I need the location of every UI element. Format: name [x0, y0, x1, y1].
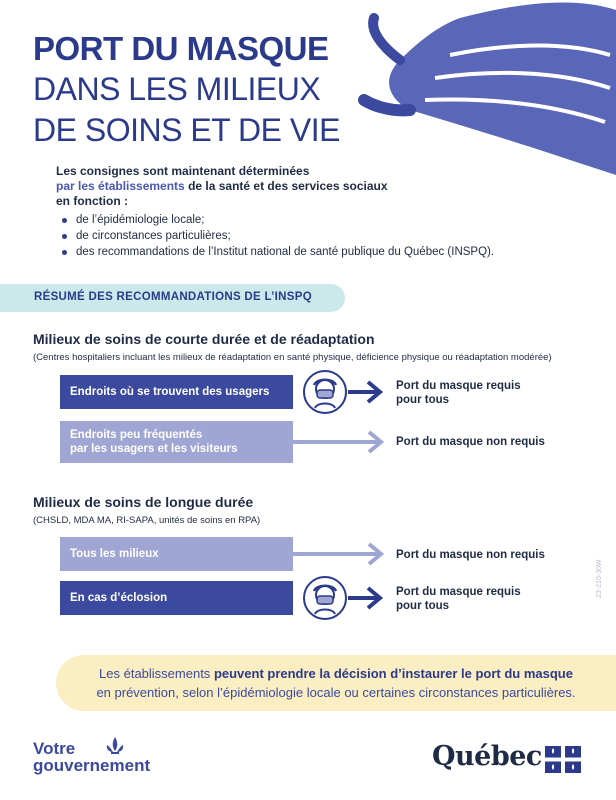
logo-votre: Votre	[33, 739, 76, 758]
list-item: des recommandations de l’Institut national de santé publique du Québec (INSPQ).	[56, 244, 494, 260]
intro-text	[56, 164, 496, 209]
page-title-line2: DANS LES MILIEUX	[33, 71, 321, 107]
arrow-right-icon	[348, 586, 384, 610]
notice-pre: Les établissements	[99, 666, 214, 681]
row-label-text: par les usagers et les visiteurs	[70, 443, 238, 455]
section2-row1-label	[60, 537, 293, 571]
list-item: de l’épidémiologie locale;	[56, 212, 494, 228]
section2-row2-result	[396, 585, 521, 613]
intro-line2-rest: de la santé et des services sociaux	[184, 179, 388, 193]
row-label-text: Tous les milieux	[70, 548, 159, 560]
logo-gouvernement: gouvernement	[33, 756, 151, 775]
result-line2: pour tous	[396, 600, 450, 612]
summary-label: RÉSUMÉ DES RECOMMANDATIONS DE L’INSPQ	[34, 291, 312, 303]
masked-face-icon	[303, 370, 347, 414]
page-title-line3: DE SOINS ET DE VIE	[33, 112, 340, 148]
arrow-right-icon	[293, 430, 385, 454]
arrow-right-icon	[293, 542, 385, 566]
section1-title: Milieux de soins de courte durée et de réadaptation	[33, 331, 375, 347]
section1-subtitle: (Centres hospitaliers incluant les milieux de réadaptation en santé physique, déficience physique ou réadaptation modérée)	[33, 352, 552, 363]
arrow-right-icon	[348, 380, 384, 404]
result-line1: Port du masque requis	[396, 586, 521, 598]
intro-line2	[56, 179, 496, 194]
notice-line2: en prévention, selon l’épidémiologie locale ou certaines circonstances particulières.	[96, 685, 576, 700]
section2-row1-result: Port du masque non requis	[396, 549, 545, 561]
quebec-flag-icon	[545, 746, 581, 773]
intro-line1: Les consignes sont maintenant déterminées	[56, 164, 310, 178]
section1-row1-result	[396, 379, 521, 407]
masked-face-icon	[303, 576, 347, 620]
row-label-text: En cas d’éclosion	[70, 592, 168, 604]
row-label-text: Endroits où se trouvent des usagers	[70, 386, 270, 398]
section2-row2-label	[60, 581, 293, 615]
intro-bullet-list	[56, 212, 494, 260]
list-item: de circonstances particulières;	[56, 228, 494, 244]
logo-quebec: Québec	[432, 741, 542, 772]
section1-row2-label	[60, 421, 293, 463]
document-code: 23-210-30W	[596, 559, 603, 598]
intro-accent: par les établissements	[56, 179, 185, 193]
notice-bold: peuvent prendre la décision d’instaurer le port du masque	[213, 666, 573, 681]
notice-text	[56, 664, 616, 702]
page-title-line1: PORT DU MASQUE	[33, 30, 329, 67]
section2-subtitle: (CHSLD, MDA MA, RI-SAPA, unités de soins en RPA)	[33, 515, 261, 526]
result-line1: Port du masque requis	[396, 380, 521, 392]
fleur-de-lis-icon	[104, 737, 126, 757]
row-label-text: Endroits peu fréquentés	[70, 429, 203, 441]
section1-row1-label	[60, 375, 293, 409]
intro-line3: en fonction :	[56, 194, 128, 208]
section1-row2-result: Port du masque non requis	[396, 436, 545, 448]
section2-title: Milieux de soins de longue durée	[33, 494, 254, 510]
face-mask-illustration	[340, 0, 616, 175]
result-line2: pour tous	[396, 394, 450, 406]
